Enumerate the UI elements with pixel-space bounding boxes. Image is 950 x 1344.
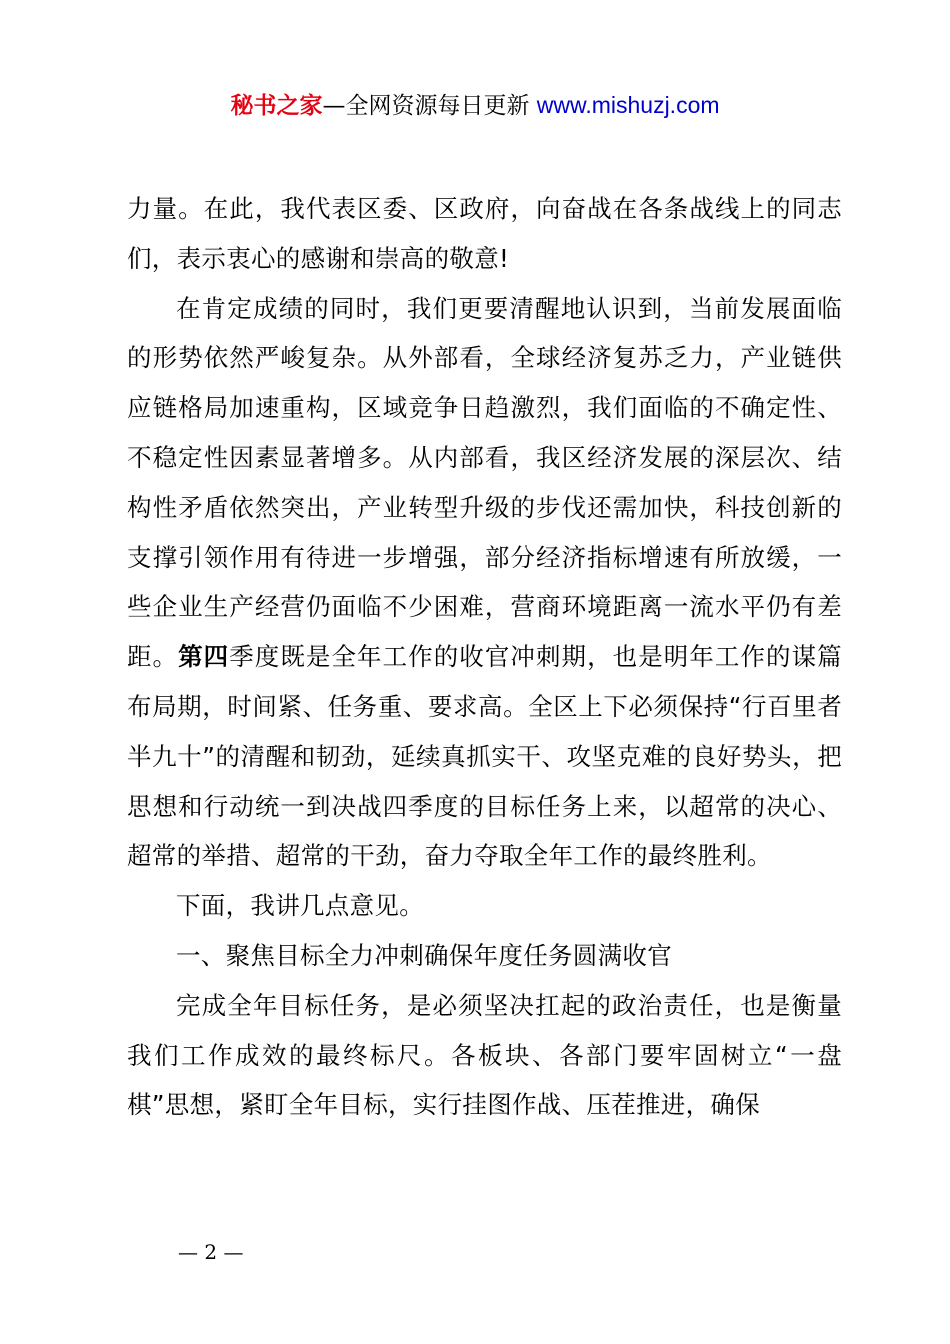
paragraph-continuation: 力量。在此，我代表区委、区政府，向奋战在各条战线上的同志们，表示衷心的感谢和崇高的敬意! — [127, 194, 842, 273]
section-heading-1: 一、聚焦目标全力冲刺确保年度任务圆满收官 — [176, 940, 672, 970]
paragraph-intro: 下面，我讲几点意见。 — [176, 891, 424, 921]
page-number: — 2 — — [178, 1240, 244, 1264]
paragraph-goals: 完成全年目标任务，是必须坚决扛起的政治责任，也是衡量我们工作成效的最终标尺。各板块、各部门要牢固树立“一盘棋”思想，紧盯全年目标，实行挂图作战、压茬推进，确保 — [127, 990, 842, 1120]
paragraph-situation-part2: 季度既是全年工作的收官冲刺期，也是明年工作的谋篇布局期，时间紧、任务重、要求高。全区上下必须保持“行百里者半九十”的清醒和韧劲，延续真抓实干、攻坚克难的良好势头，把思想和行动统一到决战四季度的目标任务上来，以超常的决心、超常的举措、超常的干劲，奋力夺取全年工作的最终胜利。 — [127, 642, 842, 871]
paragraph-situation-part1: 在肯定成绩的同时，我们更要清醒地认识到，当前发展面临的形势依然严峻复杂。从外部看，全球经济复苏乏力，产业链供应链格局加速重构，区域竞争日趋激烈，我们面临的不确定性、不稳定性因素显著增多。从内部看，我区经济发展的深层次、结构性矛盾依然突出，产业转型升级的步伐还需加快，科技创新的支撑引领作用有待进一步增强，部分经济指标增速有所放缓，一些企业生产经营仍面临不少困难，营商环境距离一流水平仍有差距。 — [127, 293, 842, 672]
paragraph-situation-bold: 第四 — [178, 642, 230, 672]
document-body — [127, 184, 842, 1130]
site-header — [0, 88, 950, 123]
site-url[interactable]: www.mishuzj.com — [536, 92, 720, 118]
site-tagline: —全网资源每日更新 — [322, 93, 537, 119]
paragraph-situation — [127, 284, 842, 882]
site-brand: 秘书之家 — [230, 93, 323, 119]
